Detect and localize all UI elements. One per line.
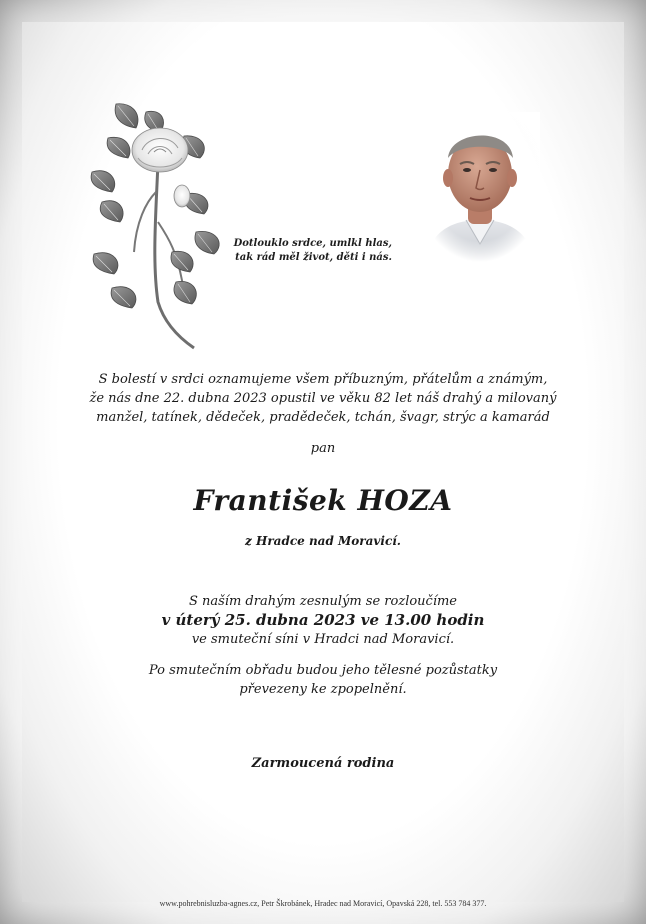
memorial-quote <box>222 237 392 265</box>
salutation: pan <box>310 441 336 456</box>
family-signature: Zarmoucená rodina <box>251 756 395 771</box>
portrait-photo <box>420 112 540 262</box>
farewell-details <box>60 592 586 649</box>
rose-illustration <box>86 92 236 352</box>
quote-line-2: tak rád měl život, děti i nás. <box>235 252 392 263</box>
announcement-text <box>60 370 586 427</box>
farewell-location: ve smuteční síni v Hradci nad Moravicí. <box>191 632 455 647</box>
farewell-date-time: v úterý 25. dubna 2023 ve 13.00 hodin <box>161 611 485 629</box>
announcement-line-1: S bolestí v srdci oznamujeme všem příbuzným, přátelům a známým, <box>98 372 548 387</box>
cremation-line-2: převezeny ke zpopelnění. <box>239 682 407 697</box>
quote-line-1: Dotlouklo srdce, umlkl hlas, <box>233 238 392 249</box>
deceased-origin: z Hradce nad Moravicí. <box>245 534 401 548</box>
announcement-line-2: že nás dne 22. dubna 2023 opustil ve věku 82 let náš drahý a milovaný <box>89 391 557 406</box>
farewell-intro: S naším drahým zesnulým se rozloučíme <box>188 594 458 609</box>
funeral-service-footer: www.pohrebnisluzba-agnes.cz, Petr Škrobánek, Hradec nad Moravicí, Opavská 228, tel. 553 784 377. <box>159 899 487 908</box>
cremation-note <box>60 661 586 699</box>
deceased-name: František HOZA <box>193 484 453 517</box>
announcement-line-3: manžel, tatínek, dědeček, pradědeček, tchán, švagr, strýc a kamarád <box>96 410 550 425</box>
cremation-line-1: Po smutečním obřadu budou jeho tělesné pozůstatky <box>148 663 498 678</box>
